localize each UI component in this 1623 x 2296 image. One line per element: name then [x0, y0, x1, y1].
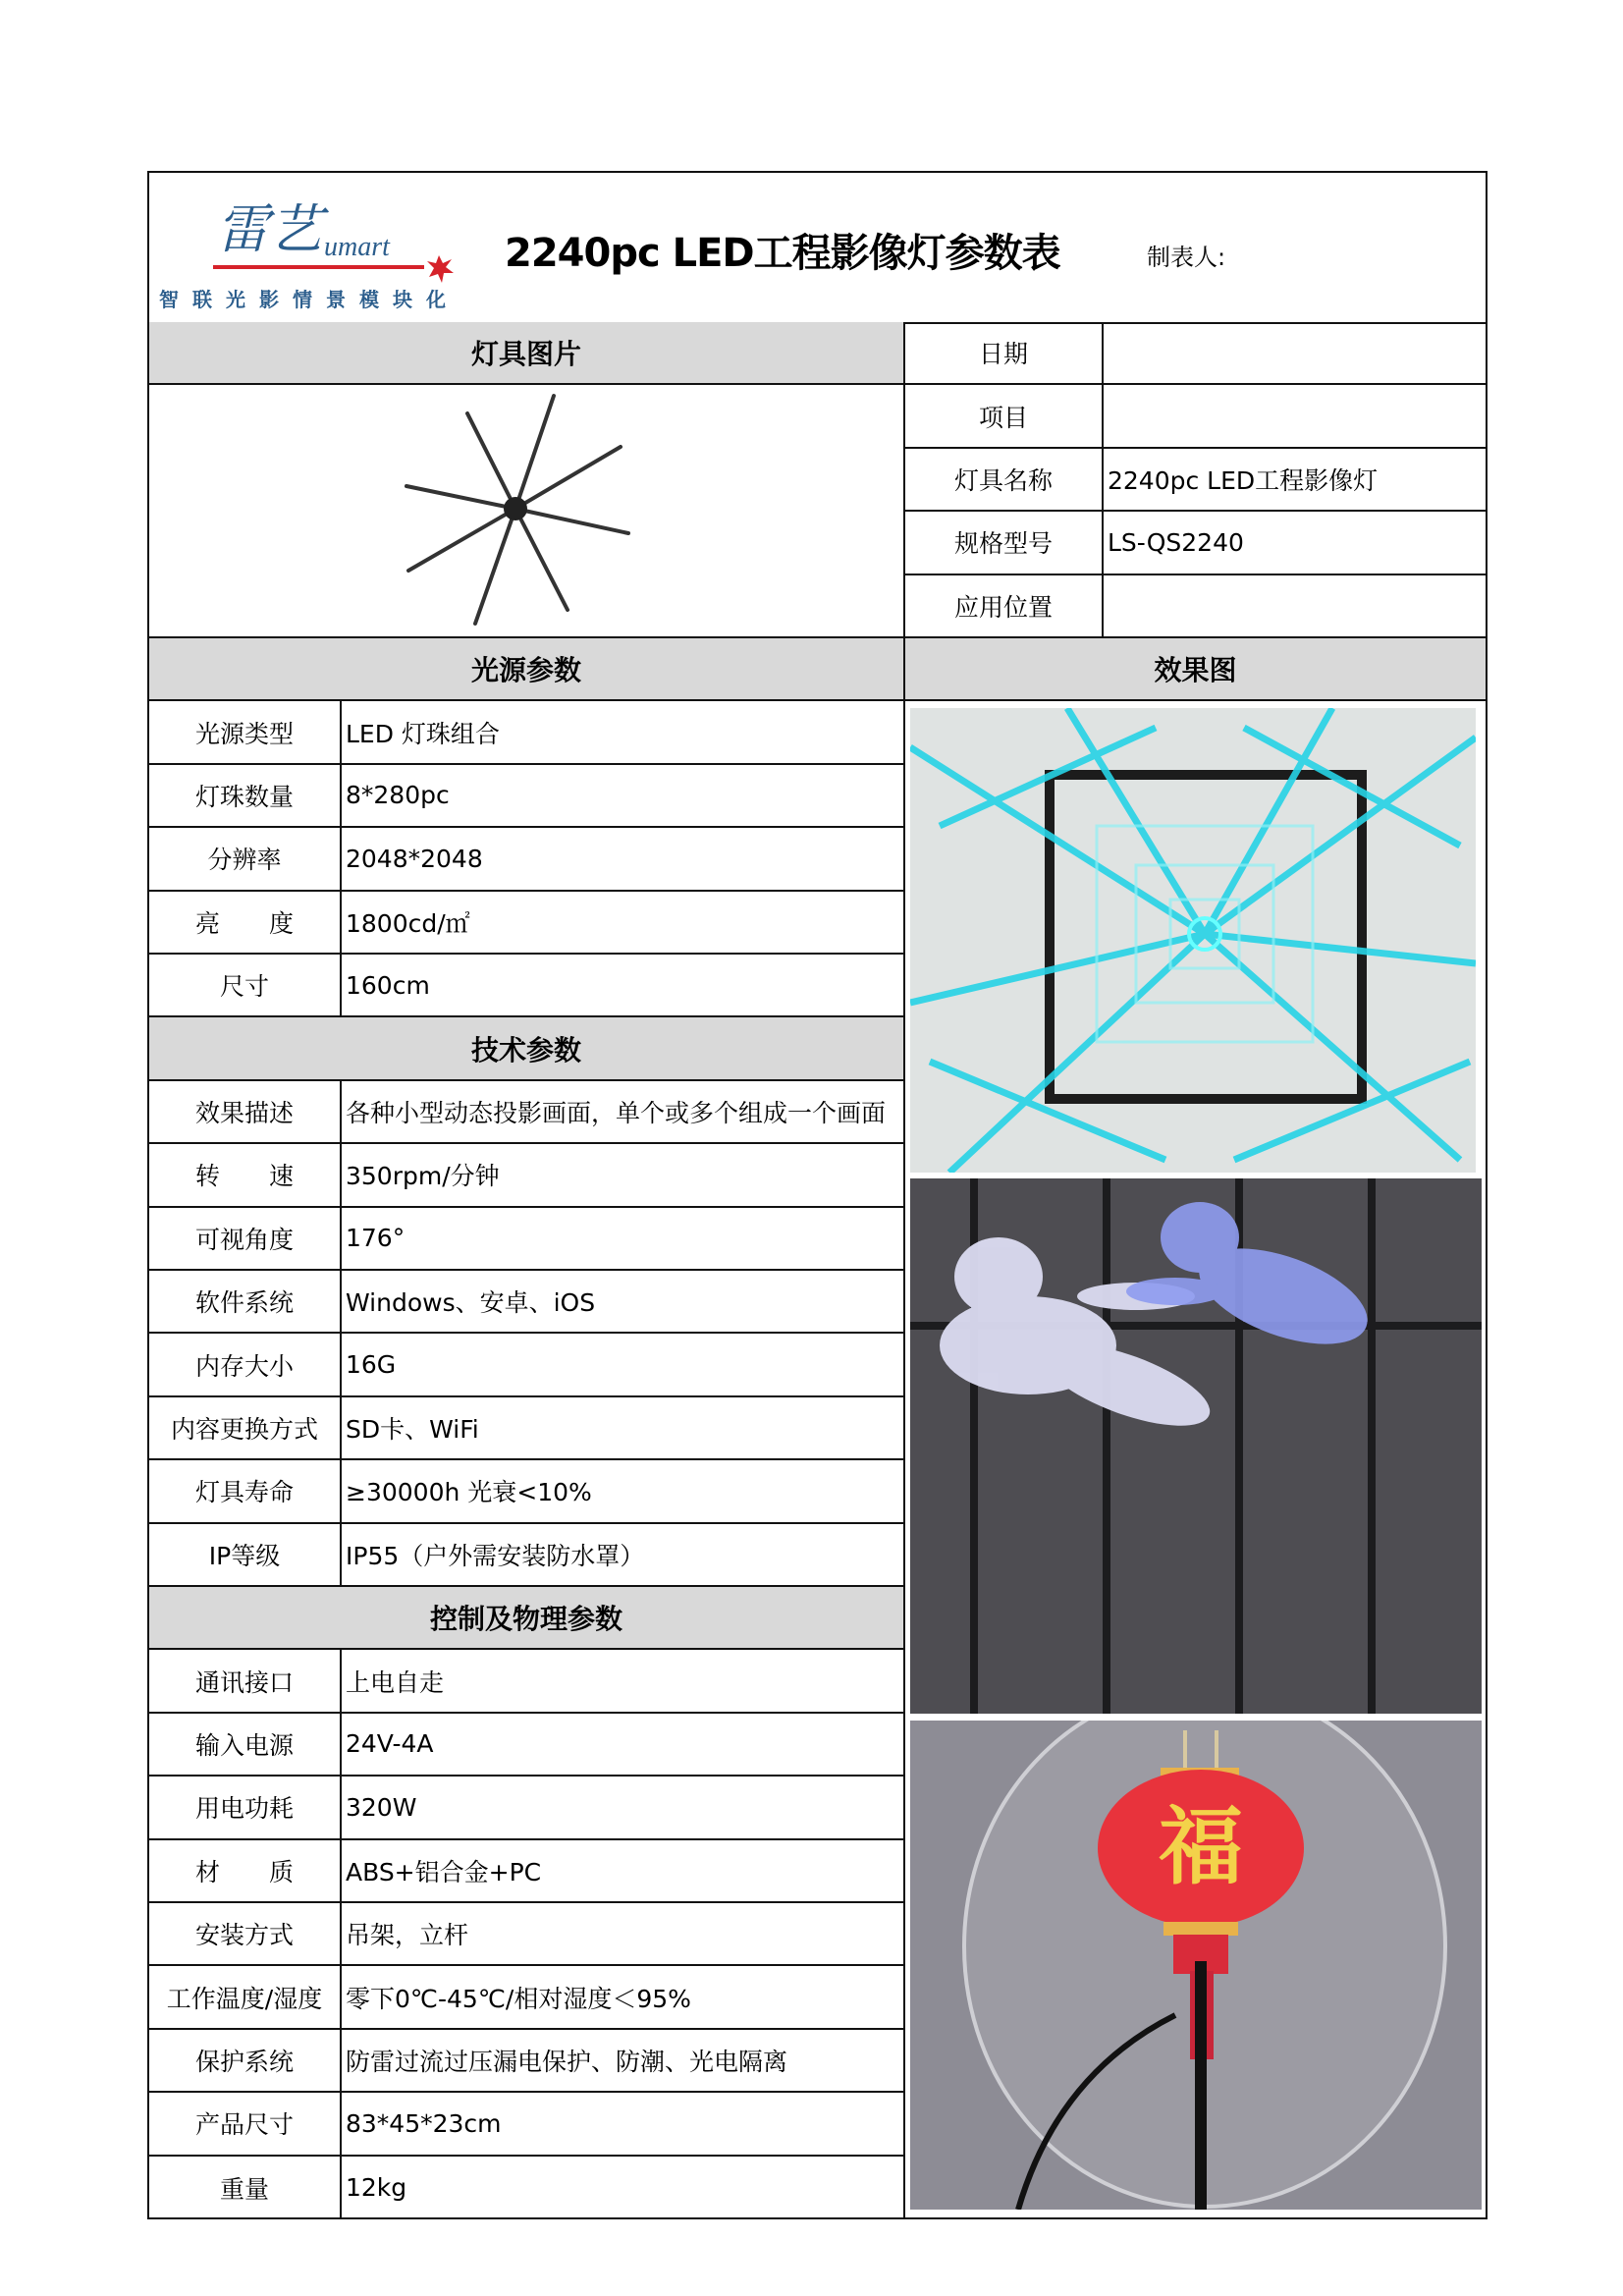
- info-label: 项目: [905, 385, 1104, 448]
- param-value: 吊架，立杆: [342, 1903, 905, 1966]
- info-value: LS-QS2240: [1104, 512, 1486, 574]
- param-value: 350rpm/分钟: [342, 1144, 905, 1207]
- param-value: ABS+铝合金+PC: [342, 1840, 905, 1903]
- param-label: 效果描述: [149, 1081, 342, 1144]
- section-header-fixture-image: 灯具图片: [149, 322, 905, 385]
- info-value: [1104, 575, 1486, 638]
- info-label: 规格型号: [905, 512, 1104, 574]
- param-value: 83*45*23cm: [342, 2093, 905, 2156]
- param-label: 软件系统: [149, 1271, 342, 1334]
- page-title: 2240pc LED工程影像灯参数表: [505, 231, 1060, 276]
- info-label: 应用位置: [905, 575, 1104, 638]
- lantern-character: 福: [1159, 1798, 1243, 1896]
- fixture-image: [393, 388, 648, 633]
- param-label: 可视角度: [149, 1208, 342, 1271]
- effect-photo-tunnel: [910, 708, 1476, 1173]
- section-header-effect-image: 效果图: [905, 638, 1486, 701]
- param-value: 上电自走: [342, 1650, 905, 1713]
- param-label: 安装方式: [149, 1903, 342, 1966]
- param-value: 16G: [342, 1334, 905, 1396]
- param-label: 保护系统: [149, 2030, 342, 2093]
- param-label: 分辨率: [149, 828, 342, 891]
- param-label: 产品尺寸: [149, 2093, 342, 2156]
- param-label: 重量: [149, 2157, 342, 2219]
- param-value: 各种小型动态投影画面，单个或多个组成一个画面: [342, 1081, 905, 1144]
- param-value: IP55（户外需安装防水罩）: [342, 1524, 905, 1587]
- param-label: 内存大小: [149, 1334, 342, 1396]
- param-label: 灯珠数量: [149, 765, 342, 828]
- param-label: 尺寸: [149, 955, 342, 1017]
- svg-text:umart: umart: [324, 232, 390, 262]
- param-value: SD卡、WiFi: [342, 1397, 905, 1460]
- param-label: 内容更换方式: [149, 1397, 342, 1460]
- param-label: 光源类型: [149, 701, 342, 764]
- param-value: 8*280pc: [342, 765, 905, 828]
- section-header-light-source: 光源参数: [149, 638, 905, 701]
- param-value: 12kg: [342, 2157, 905, 2219]
- param-label: 转 速: [149, 1144, 342, 1207]
- param-value: ≥30000h 光衰<10%: [342, 1460, 905, 1523]
- param-value: 320W: [342, 1777, 905, 1839]
- param-value: Windows、安卓、iOS: [342, 1271, 905, 1334]
- param-value: 1800cd/㎡: [342, 892, 905, 955]
- maker-label: 制表人:: [1147, 244, 1226, 271]
- param-value: 160cm: [342, 955, 905, 1017]
- param-label: 亮 度: [149, 892, 342, 955]
- param-value: 零下0℃-45℃/相对湿度＜95%: [342, 1966, 905, 2029]
- info-value: [1104, 385, 1486, 448]
- param-label: 通讯接口: [149, 1650, 342, 1713]
- param-value: 176°: [342, 1208, 905, 1271]
- param-value: 2048*2048: [342, 828, 905, 891]
- sheet-header: [149, 173, 1486, 324]
- param-value: 防雷过流过压漏电保护、防潮、光电隔离: [342, 2030, 905, 2093]
- param-value: LED 灯珠组合: [342, 701, 905, 764]
- svg-text:智联光影情景模块化: 智联光影情景模块化: [159, 288, 460, 311]
- param-label: 材 质: [149, 1840, 342, 1903]
- section-header-technical: 技术参数: [149, 1017, 905, 1080]
- section-header-control-physical: 控制及物理参数: [149, 1587, 905, 1650]
- effect-photo-lantern: [910, 1721, 1482, 2210]
- effect-photo-astronauts: [910, 1178, 1482, 1714]
- info-value: [1104, 322, 1486, 385]
- param-value: 24V-4A: [342, 1714, 905, 1777]
- info-label: 日期: [905, 322, 1104, 385]
- param-label: IP等级: [149, 1524, 342, 1587]
- company-logo: [159, 187, 483, 314]
- param-label: 灯具寿命: [149, 1460, 342, 1523]
- info-label: 灯具名称: [905, 449, 1104, 512]
- param-label: 用电功耗: [149, 1777, 342, 1839]
- param-label: 工作温度/湿度: [149, 1966, 342, 2029]
- svg-text:雷艺: 雷艺: [216, 198, 322, 260]
- param-label: 输入电源: [149, 1714, 342, 1777]
- info-value: 2240pc LED工程影像灯: [1104, 449, 1486, 512]
